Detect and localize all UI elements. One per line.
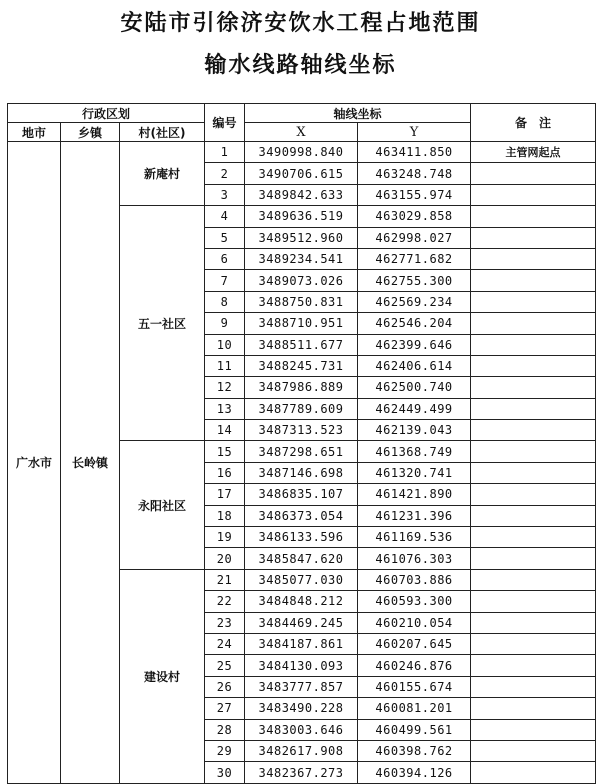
number-cell: 27 xyxy=(205,698,245,719)
x-coord-cell: 3489234.541 xyxy=(245,248,358,269)
number-cell: 4 xyxy=(205,206,245,227)
y-coord-cell: 461421.890 xyxy=(358,484,471,505)
y-coord-cell: 462569.234 xyxy=(358,291,471,312)
remarks-cell xyxy=(471,612,596,633)
remarks-cell xyxy=(471,740,596,761)
remarks-header: 备 注 xyxy=(471,104,596,142)
number-cell: 18 xyxy=(205,505,245,526)
y-header: Y xyxy=(358,123,471,142)
number-cell: 8 xyxy=(205,291,245,312)
y-coord-cell: 460155.674 xyxy=(358,676,471,697)
remarks-cell xyxy=(471,355,596,376)
x-coord-cell: 3486133.596 xyxy=(245,527,358,548)
village-cell: 五一社区 xyxy=(120,206,205,441)
remarks-cell xyxy=(471,633,596,654)
remarks-cell xyxy=(471,591,596,612)
coordinate-table xyxy=(7,103,596,784)
y-coord-cell: 462771.682 xyxy=(358,248,471,269)
x-coord-cell: 3489512.960 xyxy=(245,227,358,248)
x-coord-cell: 3484848.212 xyxy=(245,591,358,612)
y-coord-cell: 462998.027 xyxy=(358,227,471,248)
page-subtitle: 输水线路轴线坐标 xyxy=(204,52,397,78)
x-coord-cell: 3486835.107 xyxy=(245,484,358,505)
y-coord-cell: 463155.974 xyxy=(358,184,471,205)
remarks-cell xyxy=(471,270,596,291)
remarks-cell xyxy=(471,505,596,526)
x-coord-cell: 3484130.093 xyxy=(245,655,358,676)
remarks-cell xyxy=(471,569,596,590)
x-coord-cell: 3489636.519 xyxy=(245,206,358,227)
x-coord-cell: 3490998.840 xyxy=(245,142,358,163)
number-cell: 17 xyxy=(205,484,245,505)
x-coord-cell: 3486373.054 xyxy=(245,505,358,526)
remarks-cell xyxy=(471,462,596,483)
number-cell: 3 xyxy=(205,184,245,205)
y-coord-cell: 461169.536 xyxy=(358,527,471,548)
remarks-cell xyxy=(471,548,596,569)
y-coord-cell: 460593.300 xyxy=(358,591,471,612)
y-coord-cell: 460499.561 xyxy=(358,719,471,740)
y-coord-cell: 462500.740 xyxy=(358,377,471,398)
number-cell: 15 xyxy=(205,441,245,462)
x-coord-cell: 3483490.228 xyxy=(245,698,358,719)
remarks-cell xyxy=(471,163,596,184)
y-coord-cell: 462139.043 xyxy=(358,420,471,441)
remarks-cell xyxy=(471,377,596,398)
number-cell: 11 xyxy=(205,355,245,376)
village-cell: 建设村 xyxy=(120,569,205,783)
y-coord-cell: 460081.201 xyxy=(358,698,471,719)
y-coord-cell: 463248.748 xyxy=(358,163,471,184)
number-cell: 5 xyxy=(205,227,245,248)
x-coord-cell: 3488245.731 xyxy=(245,355,358,376)
remarks-cell xyxy=(471,698,596,719)
remarks-cell xyxy=(471,420,596,441)
number-cell: 12 xyxy=(205,377,245,398)
remarks-cell xyxy=(471,227,596,248)
number-cell: 19 xyxy=(205,527,245,548)
y-coord-cell: 461320.741 xyxy=(358,462,471,483)
number-cell: 22 xyxy=(205,591,245,612)
x-coord-cell: 3487986.889 xyxy=(245,377,358,398)
y-coord-cell: 462546.204 xyxy=(358,313,471,334)
y-coord-cell: 461076.303 xyxy=(358,548,471,569)
x-coord-cell: 3490706.615 xyxy=(245,163,358,184)
x-coord-cell: 3487789.609 xyxy=(245,398,358,419)
y-coord-cell: 463029.858 xyxy=(358,206,471,227)
x-coord-cell: 3487313.523 xyxy=(245,420,358,441)
number-cell: 13 xyxy=(205,398,245,419)
table-row xyxy=(8,142,596,163)
number-header: 编号 xyxy=(205,104,245,142)
number-cell: 20 xyxy=(205,548,245,569)
number-cell: 2 xyxy=(205,163,245,184)
remarks-cell xyxy=(471,676,596,697)
axis-coords-header: 轴线坐标 xyxy=(245,104,471,123)
y-coord-cell: 462449.499 xyxy=(358,398,471,419)
remarks-cell xyxy=(471,719,596,740)
number-cell: 14 xyxy=(205,420,245,441)
y-coord-cell: 460398.762 xyxy=(358,740,471,761)
number-cell: 26 xyxy=(205,676,245,697)
remarks-cell xyxy=(471,184,596,205)
x-coord-cell: 3485847.620 xyxy=(245,548,358,569)
admin-division-header: 行政区划 xyxy=(8,104,205,123)
number-cell: 21 xyxy=(205,569,245,590)
village-header: 村(社区) xyxy=(120,123,205,142)
remarks-cell xyxy=(471,291,596,312)
remarks-cell xyxy=(471,334,596,355)
remarks-cell xyxy=(471,441,596,462)
page-title: 安陆市引徐济安饮水工程占地范围 xyxy=(120,10,481,36)
city-cell: 广水市 xyxy=(8,142,61,784)
number-cell: 9 xyxy=(205,313,245,334)
remarks-cell xyxy=(471,248,596,269)
number-cell: 29 xyxy=(205,740,245,761)
x-coord-cell: 3488710.951 xyxy=(245,313,358,334)
y-coord-cell: 462406.614 xyxy=(358,355,471,376)
number-cell: 6 xyxy=(205,248,245,269)
x-coord-cell: 3484469.245 xyxy=(245,612,358,633)
number-cell: 16 xyxy=(205,462,245,483)
x-coord-cell: 3483003.646 xyxy=(245,719,358,740)
remarks-cell xyxy=(471,313,596,334)
x-coord-cell: 3489842.633 xyxy=(245,184,358,205)
number-cell: 23 xyxy=(205,612,245,633)
x-coord-cell: 3488750.831 xyxy=(245,291,358,312)
x-coord-cell: 3488511.677 xyxy=(245,334,358,355)
x-coord-cell: 3484187.861 xyxy=(245,633,358,654)
x-coord-cell: 3487146.698 xyxy=(245,462,358,483)
number-cell: 28 xyxy=(205,719,245,740)
y-coord-cell: 460703.886 xyxy=(358,569,471,590)
y-coord-cell: 460207.645 xyxy=(358,633,471,654)
x-header: X xyxy=(245,123,358,142)
x-coord-cell: 3482617.908 xyxy=(245,740,358,761)
town-header: 乡镇 xyxy=(61,123,120,142)
x-coord-cell: 3483777.857 xyxy=(245,676,358,697)
x-coord-cell: 3485077.030 xyxy=(245,569,358,590)
remarks-cell xyxy=(471,527,596,548)
number-cell: 10 xyxy=(205,334,245,355)
village-cell: 永阳社区 xyxy=(120,441,205,569)
y-coord-cell: 462755.300 xyxy=(358,270,471,291)
remarks-cell xyxy=(471,206,596,227)
table-body xyxy=(8,142,596,784)
y-coord-cell: 463411.850 xyxy=(358,142,471,163)
remarks-cell xyxy=(471,762,596,783)
number-cell: 1 xyxy=(205,142,245,163)
remarks-cell xyxy=(471,484,596,505)
remarks-cell xyxy=(471,398,596,419)
remarks-cell xyxy=(471,655,596,676)
y-coord-cell: 460394.126 xyxy=(358,762,471,783)
city-header: 地市 xyxy=(8,123,61,142)
y-coord-cell: 462399.646 xyxy=(358,334,471,355)
x-coord-cell: 3482367.273 xyxy=(245,762,358,783)
y-coord-cell: 460210.054 xyxy=(358,612,471,633)
y-coord-cell: 461231.396 xyxy=(358,505,471,526)
y-coord-cell: 461368.749 xyxy=(358,441,471,462)
x-coord-cell: 3489073.026 xyxy=(245,270,358,291)
number-cell: 25 xyxy=(205,655,245,676)
town-cell: 长岭镇 xyxy=(61,142,120,784)
x-coord-cell: 3487298.651 xyxy=(245,441,358,462)
number-cell: 30 xyxy=(205,762,245,783)
remarks-cell: 主管网起点 xyxy=(471,142,596,163)
number-cell: 7 xyxy=(205,270,245,291)
village-cell: 新庵村 xyxy=(120,142,205,206)
number-cell: 24 xyxy=(205,633,245,654)
y-coord-cell: 460246.876 xyxy=(358,655,471,676)
